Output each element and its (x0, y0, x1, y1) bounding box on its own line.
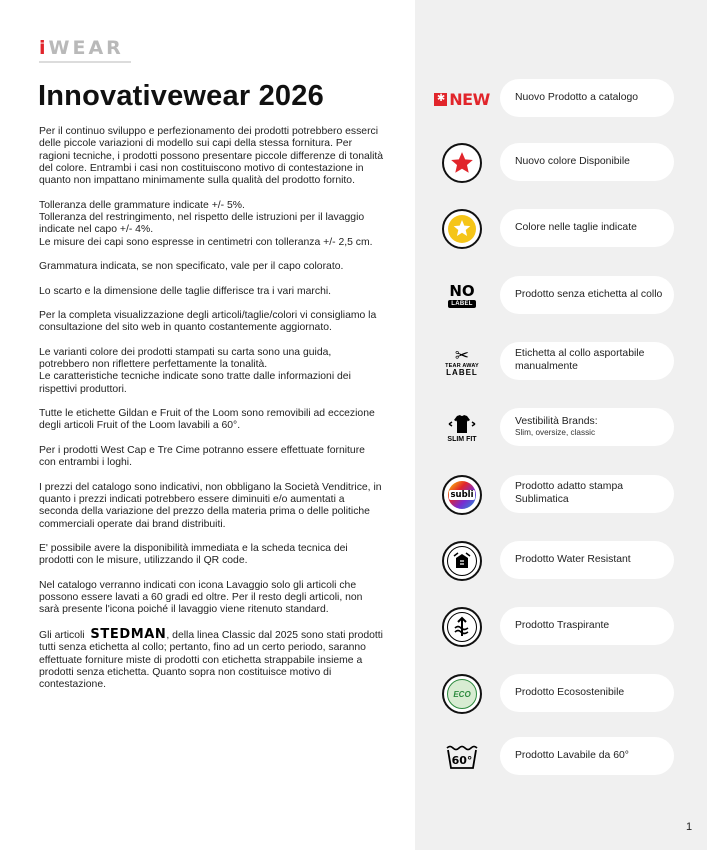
legend-label: Colore nelle taglie indicate (500, 209, 674, 247)
logo-underline (39, 61, 131, 63)
eco-icon: ECO (437, 674, 487, 714)
paragraph: Tolleranza delle grammature indicate +/- 5%. Tolleranza del restringimento, nel rispetto delle istruzioni per il lavaggio indicate nel capo +/- 4%. Le misure dei capi sono espresse in centimetri con tolleranza +/- 2,5 cm. (39, 199, 373, 248)
paragraph: I prezzi del catalogo sono indicativi, non obbligano la Società Venditrice, in quanto i prezzi indicati potrebbero essere diminuiti e/o aumentati a seconda della variazione del prezzo della materia prima o delle politiche commerciali operate dai brand distribuiti. (39, 481, 382, 530)
paragraph: Le varianti colore dei prodotti stampati su carta sono una guida, potrebbero non riflettere perfettamente la tonalità. Le caratteristiche tecniche indicate sono tratte dalle informazioni dei rispettivi produttori. (39, 346, 351, 395)
legend-item-fit (415, 408, 707, 448)
paragraph: E' possibile avere la disponibilità immediata e la scheda tecnica dei prodotti con le misure, utilizzando il QR code. (39, 543, 348, 567)
page-number: 1 (686, 821, 693, 833)
sublimation-icon: subli (437, 475, 487, 515)
legend-item-no-label (415, 276, 707, 316)
stedman-logo: STEDMAN (90, 626, 167, 642)
paragraph: Gli articoli STEDMAN, della linea Classic dal 2025 sono stati prodotti tutti senza etichetta al collo; pertanto, fino ad un certo periodo, saranno effettuate forniture miste di prodotti con etichetta strappabile insieme a prodotti senza etichetta. Quanto sopra non costituisce motivo di contestazione. (39, 626, 383, 691)
legend-item-tear-away (415, 342, 707, 382)
scissors-icon: ✂ (454, 345, 470, 365)
no-label-icon: NO LABEL (449, 282, 475, 307)
tear-away-label-icon: ✂ TEAR AWAY LABEL (445, 345, 479, 378)
yellow-star-icon (437, 209, 487, 249)
paragraph: Lo scarto e la dimensione delle taglie differisce tra i vari marchi. (39, 285, 332, 297)
legend-item-sublimation (415, 475, 707, 515)
body-text (39, 126, 384, 704)
paragraph: Per il continuo sviluppo e perfezionamento dei prodotti potrebbero esserci delle piccole variazioni di modello sui capi della stessa fornitura. Per ragioni tecniche, i prodotti possono presentare piccole differenze di tonalità del colore. Entrambi i casi non costituiscono motivo di contestazione in quanto non impattano minimamente sulla qualità del prodotto fornito. (39, 126, 384, 187)
legend-label: Vestibilità Brands: Slim, oversize, classic (500, 408, 674, 446)
legend-label: Prodotto Water Resistant (500, 541, 674, 579)
legend-item-color-sizes (415, 209, 707, 249)
legend-label: Prodotto senza etichetta al collo (500, 276, 674, 314)
legend-panel (415, 0, 707, 850)
legend-item-water-resistant (415, 541, 707, 581)
breathable-icon (437, 607, 487, 647)
paragraph: Nel catalogo verranno indicati con icona Lavaggio solo gli articoli che possono essere lavati a 60 gradi ed oltre. Per il resto degli articoli, non sarà presente l'icona poiché il lavaggio viene ritenuto standard. (39, 579, 363, 616)
paragraph: Tutte le etichette Gildan e Fruit of the Loom sono removibili ad eccezione degli articoli Fruit of the Loom lavabili a 60°. (39, 408, 375, 432)
new-icon: ✱ NEW (437, 79, 487, 119)
legend-label: Nuovo Prodotto a catalogo (500, 79, 674, 117)
legend-item-wash-60 (415, 737, 707, 777)
red-star-icon (437, 143, 487, 183)
wash-60-icon (437, 737, 487, 777)
svg-text:60°: 60° (451, 754, 473, 767)
legend-label: Prodotto adatto stampa Sublimatica (500, 475, 674, 513)
brand-logo: iWEAR (39, 37, 124, 59)
legend-label: Nuovo colore Disponibile (500, 143, 674, 181)
slim-fit-icon: SLIM FIT (437, 408, 487, 448)
legend-item-breathable (415, 607, 707, 647)
legend-label: Prodotto Ecosostenibile (500, 674, 674, 712)
paragraph: Per la completa visualizzazione degli articoli/taglie/colori vi consigliamo la consultazione del sito web in quanto costantemente aggiornato. (39, 310, 377, 334)
paragraph: Per i prodotti West Cap e Tre Cime potranno essere effettuate forniture con entrambi i loghi. (39, 444, 365, 469)
legend-label: Prodotto Lavabile da 60° (500, 737, 674, 775)
legend-label: Etichetta al collo asportabile manualmente (500, 342, 674, 380)
paragraph: Grammatura indicata, se non specificato, vale per il capo colorato. (39, 261, 344, 273)
legend-item-eco (415, 674, 707, 714)
legend-item-new-color (415, 143, 707, 183)
page-title: Innovativewear 2026 (38, 80, 324, 112)
legend-item-new (415, 79, 707, 119)
water-resistant-icon (437, 541, 487, 581)
legend-label: Prodotto Traspirante (500, 607, 674, 645)
